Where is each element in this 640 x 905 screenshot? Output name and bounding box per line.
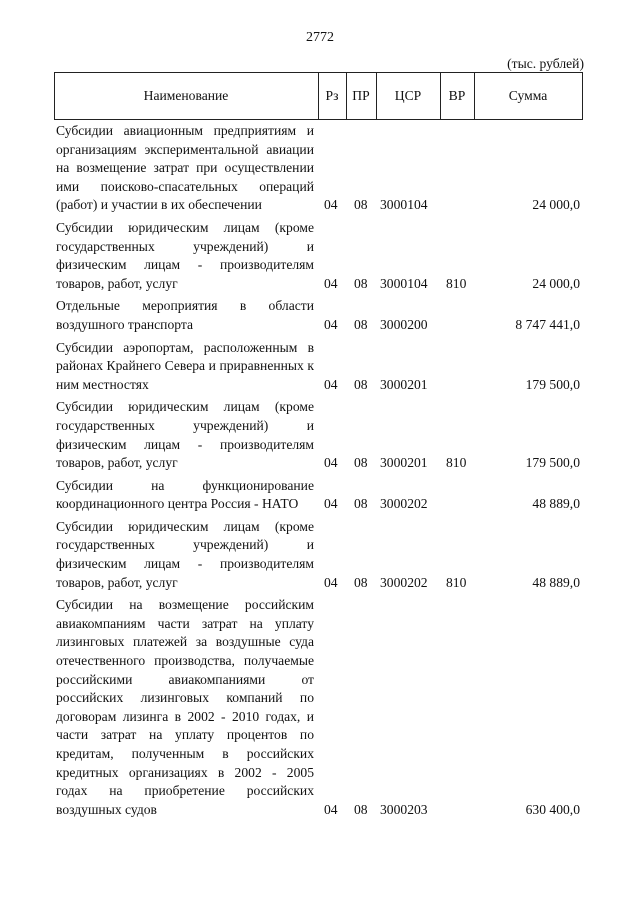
row-rz: 04	[324, 316, 338, 332]
page-number: 2772	[306, 30, 334, 45]
row-vr: 810	[446, 455, 467, 471]
header-divider	[376, 72, 377, 120]
row-sum: 48 889,0	[532, 496, 580, 512]
header-divider	[318, 72, 319, 120]
column-header-rz: Рз	[325, 88, 339, 103]
row-pr: 08	[354, 801, 368, 817]
row-rz: 04	[324, 801, 338, 817]
row-pr: 08	[354, 574, 368, 590]
row-csr: 3000202	[380, 574, 428, 590]
row-name: Субсидии юридическим лицам (кроме государственных учреждений) и физическим лицам - производителям товаров, работ, услуг	[56, 219, 314, 291]
row-csr: 3000201	[380, 455, 428, 471]
header-divider	[440, 72, 441, 120]
table-row	[54, 477, 582, 514]
row-pr: 08	[354, 197, 368, 213]
table-body	[54, 122, 582, 823]
row-rz: 04	[324, 496, 338, 512]
row-csr: 3000202	[380, 496, 428, 512]
row-name: Субсидии на возмещение российским авиакомпаниям части затрат на уплату лизинговых платежей за воздушные суда отечественного производства, получаемые российскими авиакомпаниями от российских лизинговых компаний по договорам лизинга в 2002 - 2010 годах, и части затрат на уплату процентов по кредитам, полученным в российских кредитных организациях в 2002 - 2005 годах на приобретение российских воздушных судов	[56, 597, 314, 817]
table-row	[54, 219, 582, 293]
row-rz: 04	[324, 376, 338, 392]
row-pr: 08	[354, 275, 368, 291]
row-csr: 3000201	[380, 376, 428, 392]
row-rz: 04	[324, 197, 338, 213]
row-name: Субсидии авиационным предприятиям и организациям экспериментальной авиации на возмещение затрат при осуществлении ими поисково-спасательных операций (работ) и участии в их обеспечении	[56, 123, 314, 213]
row-pr: 08	[354, 455, 368, 471]
row-csr: 3000203	[380, 801, 428, 817]
column-header-sum: Сумма	[508, 88, 548, 103]
column-header-csr: ЦСР	[394, 88, 422, 103]
row-rz: 04	[324, 455, 338, 471]
table-row	[54, 518, 582, 592]
table-row	[54, 297, 582, 334]
row-name: Субсидии юридическим лицам (кроме государственных учреждений) и физическим лицам - производителям товаров, работ, услуг	[56, 518, 314, 590]
row-vr: 810	[446, 275, 467, 291]
row-csr: 3000104	[380, 197, 428, 213]
row-sum: 179 500,0	[525, 376, 580, 392]
column-header-vr: ВР	[448, 88, 466, 103]
row-sum: 24 000,0	[532, 275, 580, 291]
row-vr: 810	[446, 574, 467, 590]
header-divider	[54, 72, 55, 120]
units-label: (тыс. рублей)	[507, 56, 584, 71]
row-pr: 08	[354, 376, 368, 392]
header-divider	[346, 72, 347, 120]
row-name: Отдельные мероприятия в области воздушного транспорта	[56, 298, 314, 332]
row-pr: 08	[354, 316, 368, 332]
row-name: Субсидии юридическим лицам (кроме государственных учреждений) и физическим лицам - производителям товаров, работ, услуг	[56, 399, 314, 471]
table-row	[54, 398, 582, 472]
row-rz: 04	[324, 275, 338, 291]
column-header-pr: ПР	[352, 88, 370, 103]
table-row	[54, 122, 582, 215]
header-divider	[582, 72, 583, 120]
row-rz: 04	[324, 574, 338, 590]
row-sum: 24 000,0	[532, 197, 580, 213]
row-csr: 3000200	[380, 316, 428, 332]
table-row	[54, 339, 582, 395]
row-name: Субсидии аэропортам, расположенным в районах Крайнего Севера и приравненных к ним местностях	[56, 339, 314, 392]
row-sum: 630 400,0	[525, 801, 580, 817]
row-sum: 48 889,0	[532, 574, 580, 590]
header-divider	[474, 72, 475, 120]
row-sum: 179 500,0	[525, 455, 580, 471]
row-csr: 3000104	[380, 275, 428, 291]
column-header-name: Наименование	[143, 88, 229, 103]
row-name: Субсидии на функционирование координационного центра Россия - НАТО	[56, 477, 314, 512]
row-sum: 8 747 441,0	[515, 316, 580, 332]
table-row	[54, 596, 582, 819]
row-pr: 08	[354, 496, 368, 512]
